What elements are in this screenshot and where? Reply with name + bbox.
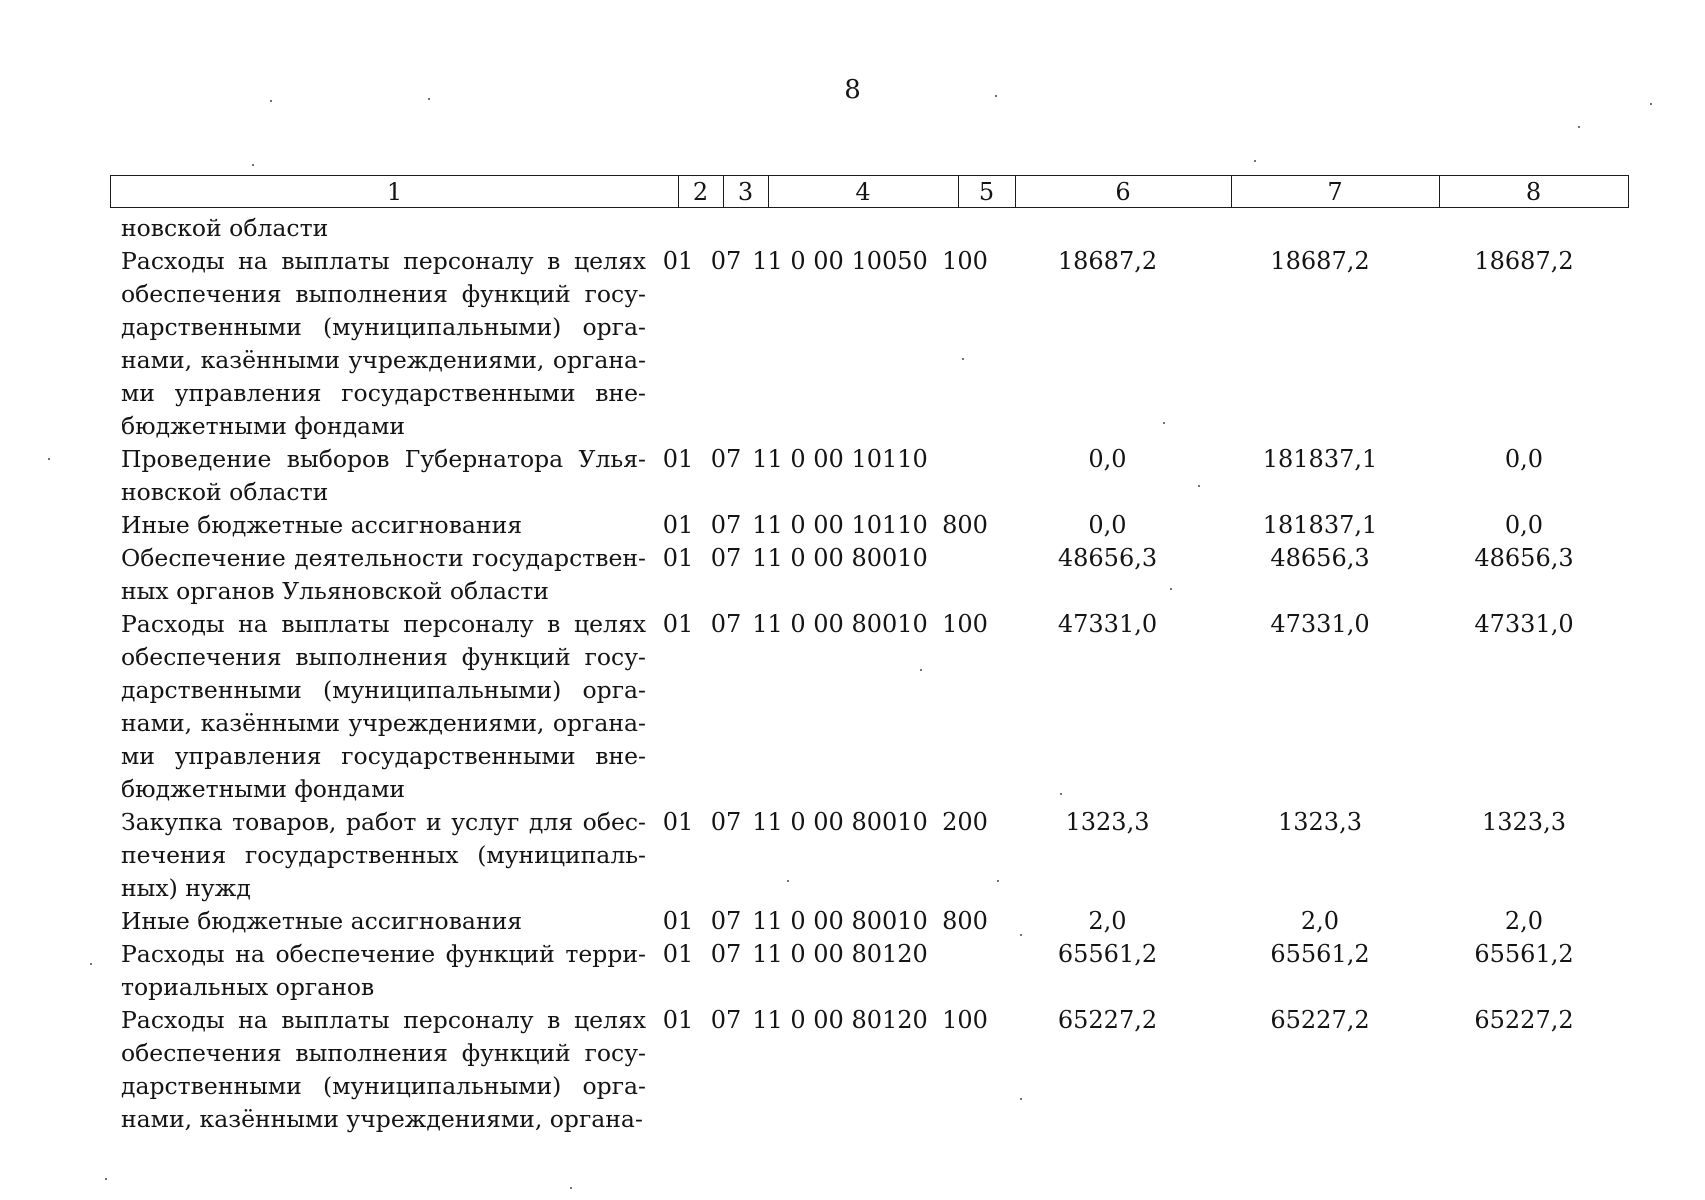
cell-col-2: 01 (662, 907, 694, 935)
cell-col-8: 65227,2 (1474, 1006, 1574, 1034)
table-row (0, 1004, 1705, 1136)
row-description: Расходы на выплаты персоналу в целях обеспечения выполнения функций государственными (муниципальными) органами, казёнными учреждениями, органами управления государственными внебюджетными фондами (121, 610, 646, 803)
table-row (0, 542, 1705, 608)
cell-col-2: 01 (662, 511, 694, 539)
row-description: Закупка товаров, работ и услуг для обеспечения государственных (муниципальных) нужд (121, 808, 646, 902)
cell-col-8: 1323,3 (1482, 808, 1566, 836)
cell-col-3: 07 (710, 511, 742, 539)
cell-col-7: 181837,1 (1262, 445, 1378, 473)
scan-speck (1163, 422, 1165, 424)
table-header (110, 175, 1629, 208)
cell-col-7: 47331,0 (1270, 610, 1370, 638)
cell-col-8: 65561,2 (1474, 940, 1574, 968)
cell-col-8: 18687,2 (1474, 247, 1574, 275)
cell-col-7: 1323,3 (1278, 808, 1362, 836)
cell-col-5: 800 (942, 907, 988, 935)
cell-col-3: 07 (710, 808, 742, 836)
table-row (0, 905, 1705, 938)
cell-col-4: 11 0 00 80010 (752, 808, 928, 836)
scan-speck (1198, 485, 1200, 487)
scan-speck (1170, 588, 1172, 590)
cell-col-8: 47331,0 (1474, 610, 1574, 638)
header-col-3: 3 (737, 177, 754, 206)
cell-col-8: 48656,3 (1474, 544, 1574, 572)
cell-col-7: 48656,3 (1270, 544, 1370, 572)
cell-col-5: 200 (942, 808, 988, 836)
scan-speck (570, 1187, 572, 1189)
cell-col-2: 01 (662, 544, 694, 572)
cell-col-6: 18687,2 (1057, 247, 1158, 275)
scan-speck (270, 100, 272, 102)
cell-col-4: 11 0 00 10110 (752, 511, 928, 539)
cell-col-6: 47331,0 (1057, 610, 1158, 638)
cell-col-2: 01 (662, 610, 694, 638)
scan-speck (1020, 934, 1022, 936)
row-description: Иные бюджетные ассигнования (121, 511, 523, 539)
scan-speck (1020, 1098, 1022, 1100)
page-number: 8 (844, 75, 861, 105)
cell-col-7: 65561,2 (1270, 940, 1370, 968)
cell-col-6: 0,0 (1088, 511, 1127, 539)
cell-col-6: 65227,2 (1057, 1006, 1158, 1034)
cell-col-2: 01 (662, 247, 694, 275)
cell-col-5: 100 (942, 610, 988, 638)
cell-col-3: 07 (710, 1006, 742, 1034)
cell-col-7: 2,0 (1300, 907, 1340, 935)
table-body (0, 212, 1705, 1136)
scan-speck (252, 164, 254, 166)
cell-col-7: 65227,2 (1270, 1006, 1370, 1034)
cell-col-3: 07 (710, 445, 742, 473)
cell-col-6: 0,0 (1088, 445, 1127, 473)
table-row (0, 938, 1705, 1004)
cell-col-6: 48656,3 (1057, 544, 1158, 572)
scan-speck (997, 880, 999, 882)
scan-speck (90, 963, 92, 965)
scan-speck (787, 880, 789, 882)
scan-speck (428, 98, 430, 100)
table-row (0, 212, 1705, 245)
header-col-4: 4 (855, 177, 871, 206)
cell-col-5: 100 (942, 1006, 988, 1034)
cell-col-5: 800 (942, 511, 988, 539)
header-col-8: 8 (1525, 177, 1542, 206)
scan-speck (48, 458, 50, 460)
cell-col-4: 11 0 00 80010 (752, 907, 928, 935)
header-col-1: 1 (386, 177, 403, 206)
cell-col-8: 2,0 (1504, 907, 1544, 935)
cell-col-3: 07 (710, 610, 742, 638)
cell-col-4: 11 0 00 10110 (752, 445, 928, 473)
scan-speck (1650, 103, 1652, 105)
scan-speck (995, 95, 997, 97)
row-description: Иные бюджетные ассигнования (121, 907, 523, 935)
cell-col-3: 07 (710, 544, 742, 572)
cell-col-7: 181837,1 (1262, 511, 1378, 539)
cell-col-6: 2,0 (1088, 907, 1127, 935)
cell-col-4: 11 0 00 80010 (752, 544, 928, 572)
header-col-7: 7 (1327, 177, 1343, 206)
cell-col-2: 01 (662, 1006, 694, 1034)
table-row (0, 509, 1705, 542)
cell-col-4: 11 0 00 80120 (752, 1006, 928, 1034)
header-col-2: 2 (692, 177, 709, 206)
cell-col-2: 01 (662, 940, 694, 968)
row-description: Расходы на выплаты персоналу в целях обеспечения выполнения функций государственными (муниципальными) органами, казёнными учреждениями, органами управления государственными внебюджетными фондами (121, 247, 646, 440)
cell-col-6: 1323,3 (1065, 808, 1150, 836)
table-row (0, 608, 1705, 806)
cell-col-2: 01 (662, 445, 694, 473)
cell-col-8: 0,0 (1504, 445, 1544, 473)
cell-col-3: 07 (710, 907, 742, 935)
row-description: Проведение выборов Губернатора Ульяновской области (121, 445, 646, 506)
cell-col-4: 11 0 00 10050 (752, 247, 928, 275)
scan-speck (105, 1178, 107, 1180)
row-description: Обеспечение деятельности государственных органов Ульяновской области (121, 544, 646, 605)
scan-speck (1060, 793, 1062, 795)
scan-speck (1578, 126, 1580, 128)
row-description: Расходы на выплаты персоналу в целях обеспечения выполнения функций государственными (муниципальными) органами, казёнными учреждениями, органа- (121, 1006, 646, 1133)
cell-col-2: 01 (662, 808, 694, 836)
row-description: Расходы на обеспечение функций территориальных органов (121, 940, 646, 1001)
scan-speck (962, 358, 964, 360)
row-description: новской области (121, 214, 329, 242)
cell-col-3: 07 (710, 940, 742, 968)
cell-col-4: 11 0 00 80010 (752, 610, 928, 638)
table-row (0, 245, 1705, 443)
scan-speck (1254, 160, 1256, 162)
table-row (0, 806, 1705, 905)
cell-col-5: 100 (942, 247, 988, 275)
scan-speck (920, 669, 922, 671)
table-row (0, 443, 1705, 509)
header-col-6: 6 (1115, 177, 1131, 206)
cell-col-3: 07 (710, 247, 742, 275)
cell-col-7: 18687,2 (1270, 247, 1370, 275)
header-col-5: 5 (978, 177, 995, 206)
cell-col-8: 0,0 (1504, 511, 1544, 539)
cell-col-4: 11 0 00 80120 (752, 940, 928, 968)
cell-col-6: 65561,2 (1057, 940, 1158, 968)
